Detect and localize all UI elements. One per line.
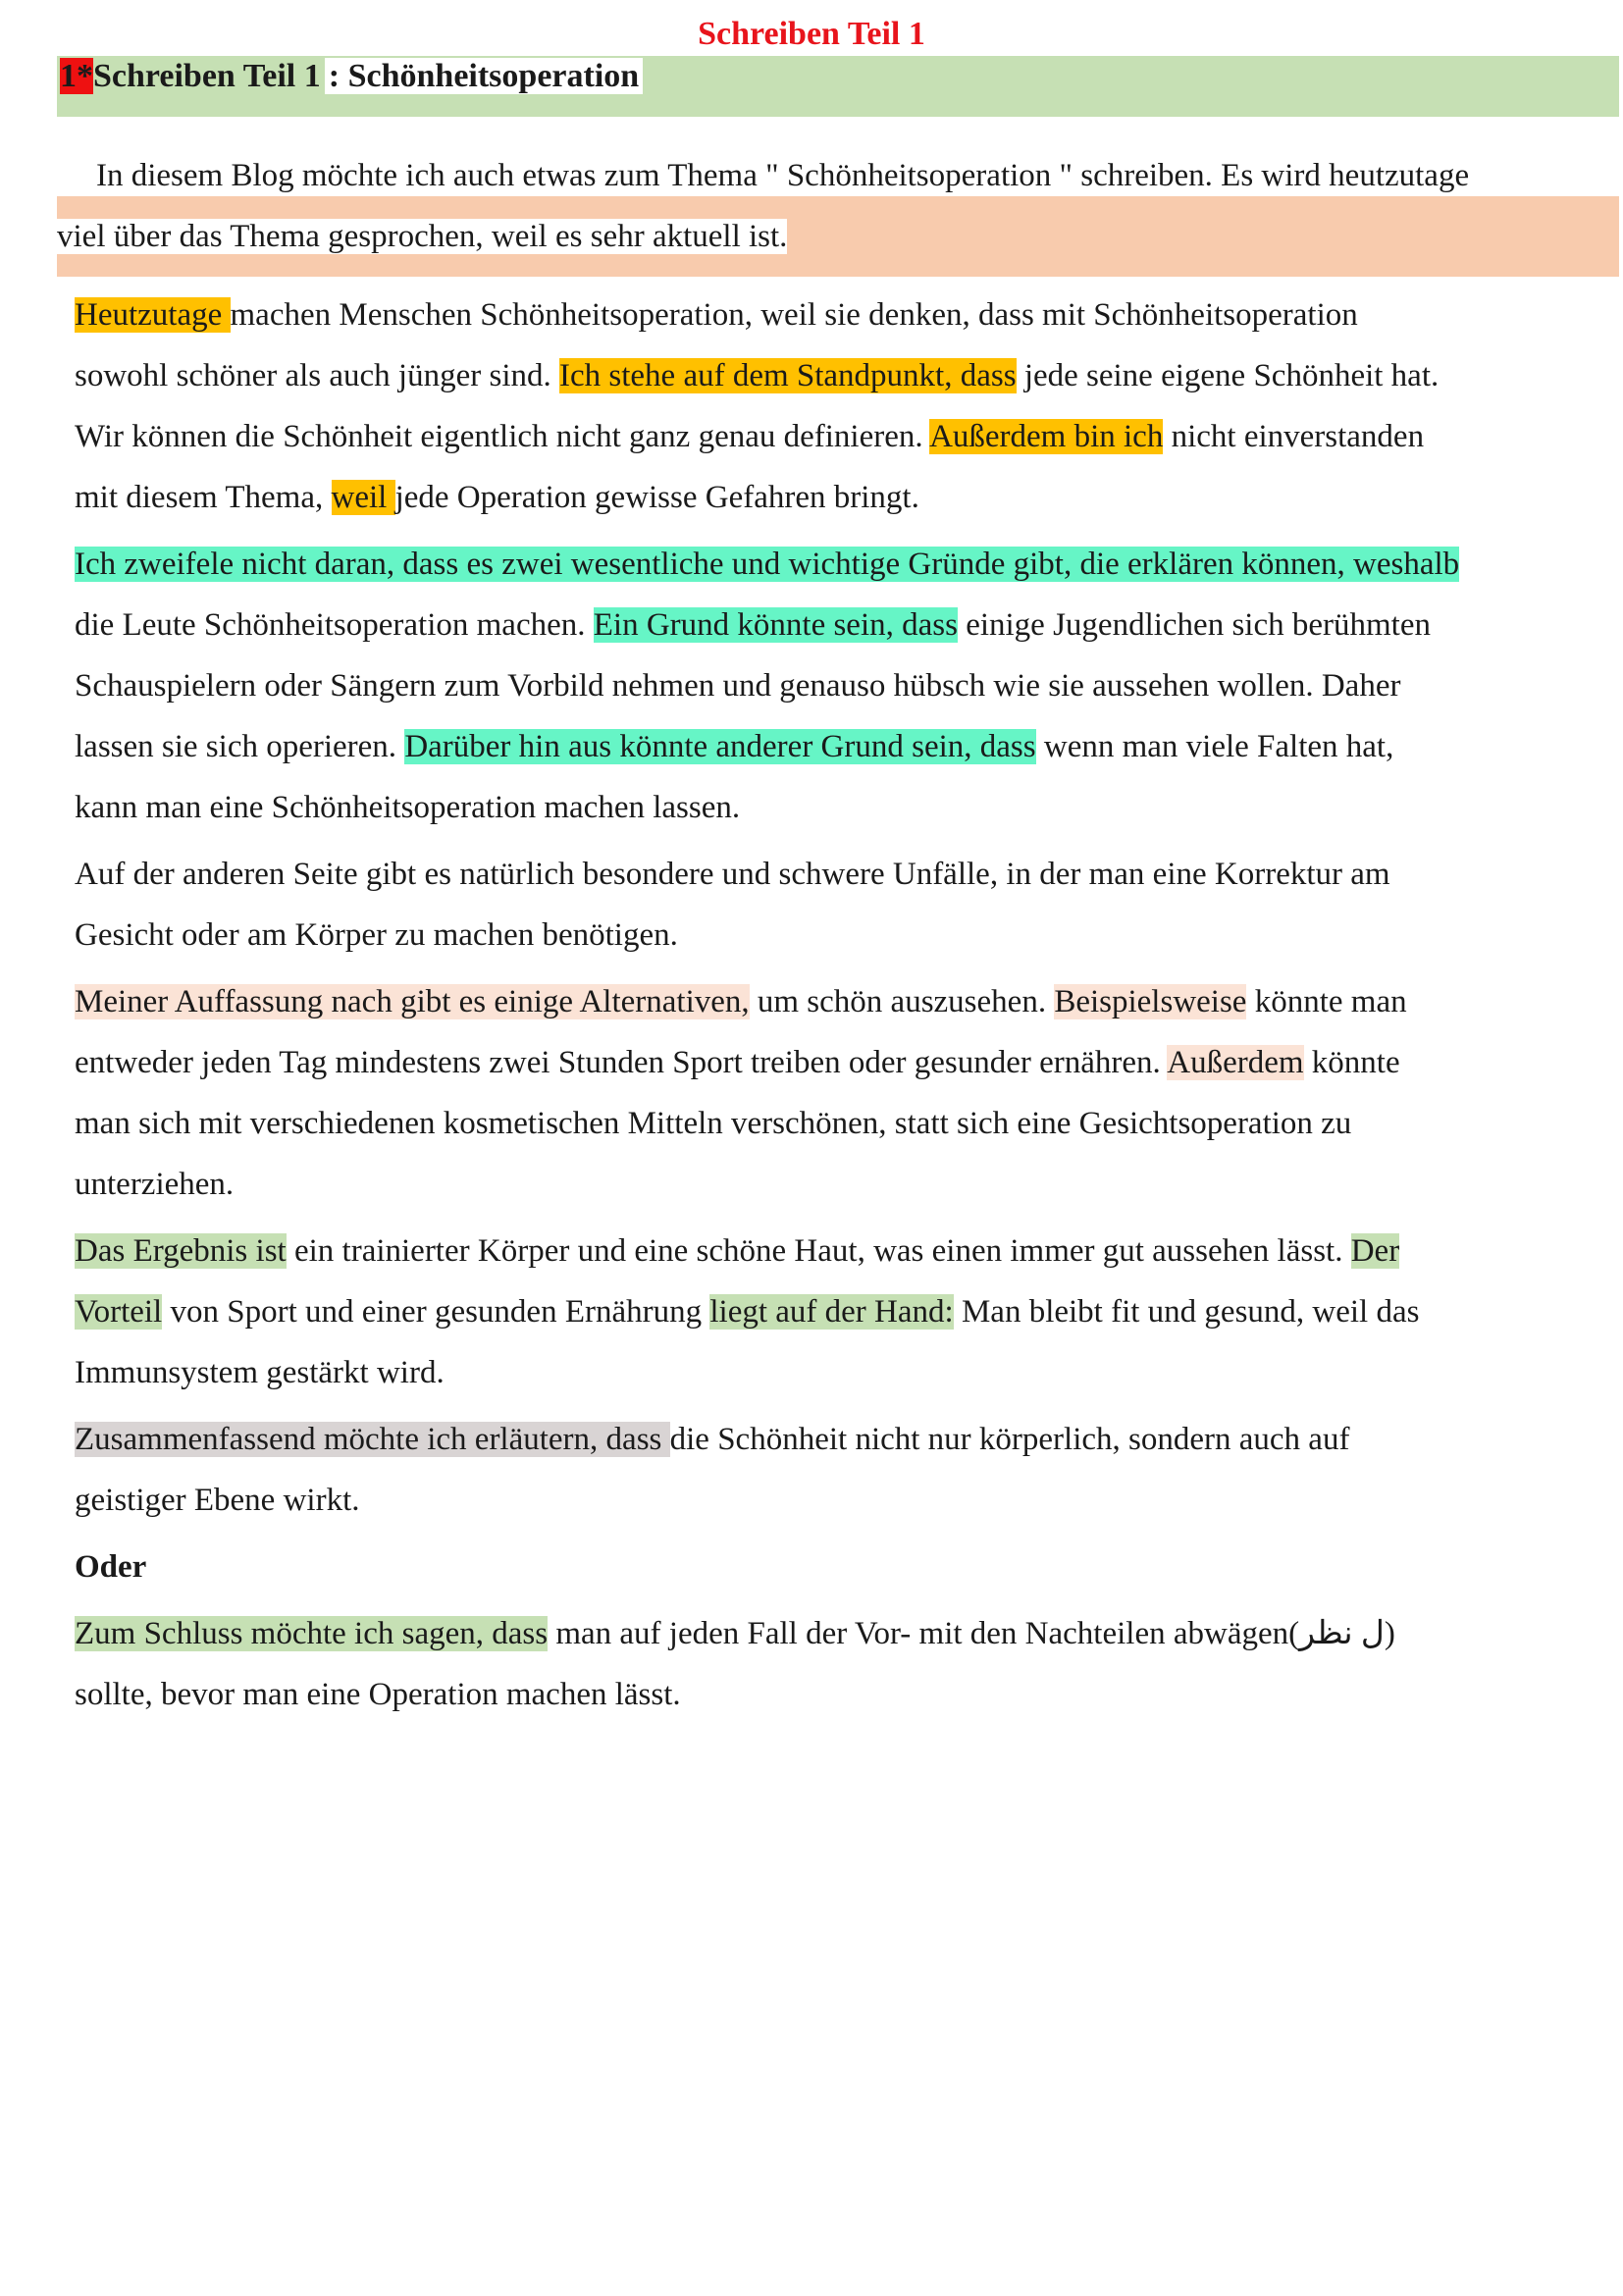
text-line bbox=[75, 467, 1605, 528]
highlighted-phrase: Ich stehe auf dem Standpunkt, dass bbox=[559, 358, 1017, 393]
highlighted-phrase: Außerdem bin ich bbox=[929, 419, 1164, 454]
highlighted-phrase: Zum Schluss möchte ich sagen, dass bbox=[75, 1616, 549, 1651]
section-heading bbox=[60, 56, 643, 97]
highlighted-phrase: Ein Grund könnte sein, dass bbox=[593, 607, 958, 643]
text-line bbox=[75, 345, 1605, 406]
text-line bbox=[75, 1664, 1605, 1725]
text-line bbox=[75, 1154, 1605, 1215]
text-segment: entweder jeden Tag mindestens zwei Stunden Sport treiben oder gesunder ernähren. bbox=[75, 1045, 1168, 1080]
paragraph bbox=[75, 1221, 1605, 1403]
text-segment: könnte man bbox=[1246, 984, 1407, 1019]
text-line bbox=[75, 1221, 1605, 1281]
text-line bbox=[75, 1409, 1605, 1470]
text-line bbox=[75, 777, 1605, 838]
text-line bbox=[75, 971, 1605, 1032]
text-line bbox=[75, 406, 1605, 467]
text-segment: machen Menschen Schönheitsoperation, weil sie denken, dass mit Schönheitsoperation bbox=[230, 297, 1358, 333]
text-segment: unterziehen. bbox=[75, 1167, 235, 1202]
highlighted-phrase: liegt auf der Hand: bbox=[709, 1294, 954, 1330]
text-segment: nicht einverstanden bbox=[1163, 419, 1425, 454]
highlighted-phrase: Außerdem bbox=[1167, 1045, 1304, 1080]
paragraph bbox=[75, 844, 1605, 965]
text-line bbox=[75, 285, 1605, 345]
paragraph bbox=[75, 971, 1605, 1215]
text-segment: die Leute Schönheitsoperation machen. bbox=[75, 607, 594, 643]
text-segment: um schön auszusehen. bbox=[749, 984, 1055, 1019]
text-segment: Auf der anderen Seite gibt es natürlich besondere und schwere Unfälle, in der man eine Korrektur am bbox=[75, 857, 1390, 892]
text-line bbox=[75, 844, 1605, 905]
highlighted-phrase: Heutzutage bbox=[75, 297, 231, 333]
paragraph-heading: Oder bbox=[75, 1549, 147, 1585]
text-segment: sowohl schöner als auch jünger sind. bbox=[75, 358, 559, 393]
text-line bbox=[75, 1470, 1605, 1531]
text-segment: wenn man viele Falten hat, bbox=[1035, 729, 1394, 764]
intro-line bbox=[57, 145, 1623, 206]
paragraph bbox=[75, 1409, 1605, 1531]
text-line bbox=[75, 655, 1605, 716]
heading-part-1: Schreiben Teil 1 bbox=[93, 58, 321, 94]
text-line bbox=[75, 1093, 1605, 1154]
text-segment: Man bleibt fit und gesund, weil das bbox=[953, 1294, 1420, 1330]
highlighted-phrase: Meiner Auffassung nach gibt es einige Alternativen, bbox=[75, 984, 750, 1019]
text-segment: einige Jugendlichen sich berühmten bbox=[957, 607, 1431, 643]
highlighted-phrase: Ich zweifele nicht daran, dass es zwei wesentliche und wichtige Gründe gibt, die erklären können, weshalb bbox=[75, 547, 1460, 582]
highlighted-phrase: Das Ergebnis ist bbox=[75, 1233, 287, 1269]
text-line bbox=[75, 905, 1605, 965]
heading-part-2: : Schönheitsoperation bbox=[325, 58, 643, 94]
text-line bbox=[75, 1032, 1605, 1093]
text-segment: Gesicht oder am Körper zu machen benötigen. bbox=[75, 917, 678, 953]
text-line bbox=[75, 1281, 1605, 1342]
text-segment: Wir können die Schönheit eigentlich nicht ganz genau definieren. bbox=[75, 419, 930, 454]
intro-line bbox=[57, 206, 1623, 267]
paragraph bbox=[75, 534, 1605, 838]
text-segment: die Schönheit nicht nur körperlich, sondern auch auf bbox=[669, 1422, 1350, 1457]
text-segment: man sich mit verschiedenen kosmetischen Mitteln verschönen, statt sich eine Gesichtsoperation zu bbox=[75, 1106, 1352, 1141]
heading-number: 1* bbox=[60, 58, 93, 94]
page-title: Schreiben Teil 1 bbox=[698, 16, 925, 52]
intro-line-1: In diesem Blog möchte ich auch etwas zum Thema " Schönheitsoperation " schreiben. Es wird heutzutage bbox=[96, 158, 1470, 193]
text-segment: jede Operation gewisse Gefahren bringt. bbox=[394, 480, 919, 515]
text-segment: Schauspielern oder Sängern zum Vorbild nehmen und genauso hübsch wie sie aussehen wollen. Daher bbox=[75, 668, 1401, 704]
highlighted-phrase: Beispielsweise bbox=[1054, 984, 1247, 1019]
text-segment: man auf jeden Fall der Vor- mit den Nachteilen abwägen(ﻝ ﻧﻈﺮ) bbox=[548, 1616, 1395, 1651]
intro-line-2: viel über das Thema gesprochen, weil es sehr aktuell ist. bbox=[57, 219, 788, 254]
text-segment: Immunsystem gestärkt wird. bbox=[75, 1355, 445, 1390]
text-line bbox=[75, 534, 1605, 595]
text-segment: könnte bbox=[1303, 1045, 1400, 1080]
text-segment: jede seine eigene Schönheit hat. bbox=[1016, 358, 1440, 393]
highlighted-phrase: Vorteil bbox=[75, 1294, 163, 1330]
text-line bbox=[75, 716, 1605, 777]
text-segment: mit diesem Thema, bbox=[75, 480, 332, 515]
text-segment: ein trainierter Körper und eine schöne Haut, was einen immer gut aussehen lässt. bbox=[286, 1233, 1351, 1269]
text-line bbox=[75, 1603, 1605, 1664]
text-segment: lassen sie sich operieren. bbox=[75, 729, 405, 764]
document-body bbox=[75, 285, 1605, 1731]
text-segment: kann man eine Schönheitsoperation machen lassen. bbox=[75, 790, 741, 825]
text-segment: sollte, bevor man eine Operation machen lässt. bbox=[75, 1677, 681, 1712]
text-segment: geistiger Ebene wirkt. bbox=[75, 1483, 360, 1518]
highlighted-phrase: Zusammenfassend möchte ich erläutern, dass bbox=[75, 1422, 670, 1457]
text-segment: von Sport und einer gesunden Ernährung bbox=[162, 1294, 710, 1330]
highlighted-phrase: Darüber hin aus könnte anderer Grund sein, dass bbox=[404, 729, 1036, 764]
intro-paragraph bbox=[57, 145, 1623, 267]
text-line bbox=[75, 595, 1605, 655]
highlighted-phrase: weil bbox=[331, 480, 395, 515]
text-line bbox=[75, 1342, 1605, 1403]
paragraph bbox=[75, 285, 1605, 528]
highlighted-phrase: Der bbox=[1350, 1233, 1400, 1269]
paragraph bbox=[75, 1603, 1605, 1725]
